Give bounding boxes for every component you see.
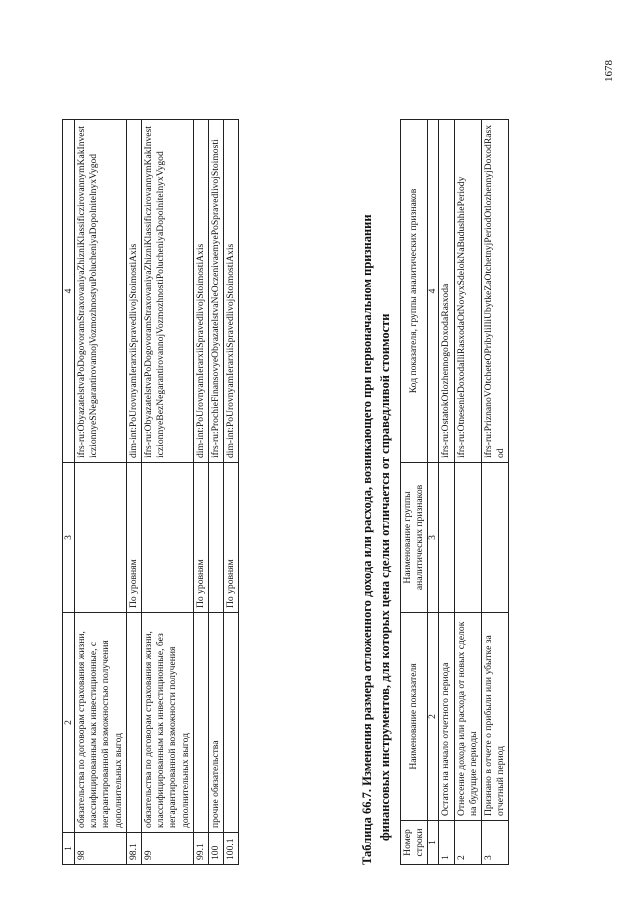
group-name-cell [454,463,481,613]
indicator-name-cell [224,613,239,833]
table-row [482,120,509,865]
indicator-name-cell: Отнесение дохода или расхода от новых сделок на будущие периоды [454,613,481,821]
indicator-name-cell [126,613,141,833]
page-number: 1678 [603,60,615,82]
indicator-name-cell: Остаток на начало отчетного периода [439,613,454,821]
indicator-code-cell: ifrs-ru:OstatokOtlozhennogoDoxodaRasxoda [439,120,454,463]
row-number-cell: 100 [209,833,224,865]
indicator-code-cell: dim-int:PoUrovnyamIerarxiiSpravedlivojStoimostiAxis [224,120,239,463]
indicator-code-cell: ifrs-ru:PriznanoVOtcheteOPribyliIliUbytkeZaOtchetnyjPeriodOtlozhennyjDoxodRasxod [482,120,509,463]
indicator-name-cell: обязательства по договорам страхования жизни, классифицированным как инвестиционные, без негарантированной возможности получения дополнительных выгод [142,613,194,833]
row-number-cell: 2 [454,821,481,865]
row-number-cell: 99 [142,833,194,865]
classification-table [62,119,239,865]
table-row [193,120,208,865]
column-number-cell: 2 [428,613,439,821]
table-row [75,120,127,865]
column-number-cell: 2 [63,613,75,833]
table-row [439,120,454,865]
indicator-code-cell: ifrs-ru:ObyazatelstvaPoDogovoramStraxovaniyaZhizniKlassificzirovannymKakInvesticzionnyeBezNegarantirovannojVozmozhnostiPolucheniyaDopolnitelnyxVygod [142,120,194,463]
row-number-cell: 98.1 [126,833,141,865]
indicator-name-cell: Признано в отчете о прибыли или убытке за отчетный период [482,613,509,821]
row-number-header: Номер строки [401,821,428,865]
column-number-row [428,120,439,865]
indicator-code-header: Код показателя, группы аналитических признаков [401,120,428,463]
indicator-code-cell: ifrs-ru:OtnesenieDoxodaIliRasxodaOtNovyxSdelokNaBudushhiePeriody [454,120,481,463]
column-number-cell: 1 [428,821,439,865]
table-row [454,120,481,865]
indicator-code-cell: ifrs-ru:ObyazatelstvaPoDogovoramStraxovaniyaZhizniKlassificzirovannymKakInvesticzionnyeSNegarantirovannojVozmozhnostyuPolucheniyaDopolnitelnyxVygod [75,120,127,463]
table-row [142,120,194,865]
group-name-cell: По уровням [224,463,239,613]
indicator-code-cell: dim-int:PoUrovnyamIerarxiiSpravedlivojStoimostiAxis [126,120,141,463]
group-name-cell [209,463,224,613]
group-name-header: Наименование группы аналитических признаков [401,463,428,613]
column-number-cell: 4 [428,120,439,463]
table-header-row [401,120,428,865]
row-number-cell: 100.1 [224,833,239,865]
indicator-name-header: Наименование показателя [401,613,428,821]
indicator-name-cell: обязательства по договорам страхования жизни, классифицированным как инвестиционные, с негарантированной возможностью получения дополнительных выгод [75,613,127,833]
indicator-name-cell: прочие обязательства [209,613,224,833]
column-number-cell: 4 [63,120,75,463]
row-number-cell: 1 [439,821,454,865]
group-name-cell [75,463,127,613]
column-number-cell: 1 [63,833,75,865]
indicator-code-cell: dim-int:PoUrovnyamIerarxiiSpravedlivojStoimostiAxis [193,120,208,463]
indicator-name-cell [193,613,208,833]
group-name-cell [439,463,454,613]
table-header-row [63,120,75,865]
indicator-code-cell: ifrs-ru:ProchieFinansovyeObyazatelstvaNeOczenivaemyePoSpravedlivojStoimosti [209,120,224,463]
table-caption [358,65,394,865]
group-name-cell [142,463,194,613]
column-number-cell: 3 [63,463,75,613]
row-number-cell: 98 [75,833,127,865]
group-name-cell: По уровням [126,463,141,613]
group-name-cell [482,463,509,613]
table-row [126,120,141,865]
row-number-cell: 99.1 [193,833,208,865]
group-name-cell: По уровням [193,463,208,613]
caption-line-2: финансовых инструментов, для которых цена сделки отличается от справедливой стоимости [378,313,392,841]
row-number-cell: 3 [482,821,509,865]
deferred-income-table [400,119,509,865]
table-row [224,120,239,865]
column-number-cell: 3 [428,463,439,613]
caption-line-1: Таблица 66.7. Изменения размера отложенного дохода или расхода, возникающего при первоначальном признании [360,214,374,865]
table-row [209,120,224,865]
